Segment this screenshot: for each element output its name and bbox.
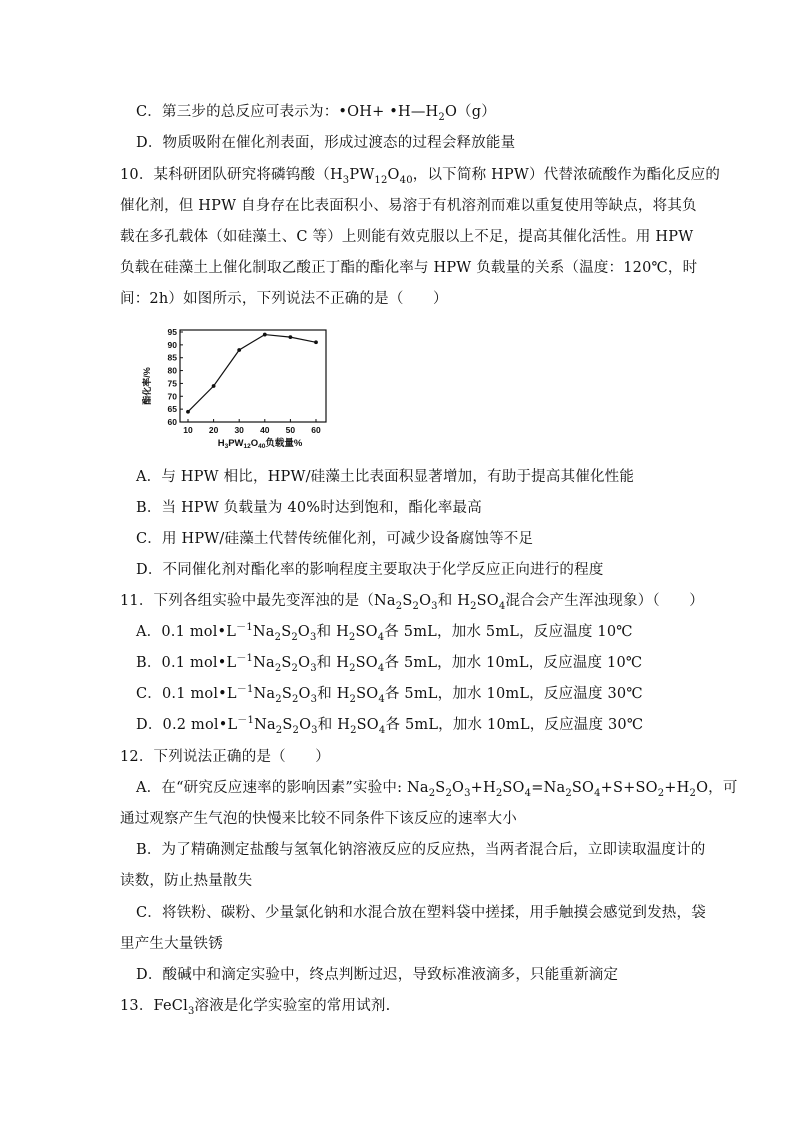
q10-stem-line4: 负载在硅藻土上催化制取乙酸正丁酯的酯化率与 HPW 负载量的关系（温度：120℃，时 bbox=[120, 260, 698, 276]
q10-stem-line1: 10．某科研团队研究将磷钨酸（$H_3PW_{12}O_{40}$，以下简称 HPW）代替浓硫酸作为酯化反应的 bbox=[120, 167, 721, 186]
q12-option-a-line2: 通过观察产生气泡的快慢来比较不同条件下该反应的速率大小 bbox=[120, 811, 517, 827]
y-tick-label: 75 bbox=[167, 378, 177, 389]
q11-option-c: C．0.1 $mol•L^{-1}Na_2S_2O_3$和 $H_2SO_4$各 5mL，加水 10mL，反应温度 30℃ bbox=[136, 684, 643, 705]
x-tick-label: 30 bbox=[234, 425, 244, 435]
q11-option-b: B．0.1 $mol•L^{-1}Na_2S_2O_3$和 $H_2SO_4$各 5mL，加水 10mL，反应温度 10℃ bbox=[136, 653, 643, 674]
data-point bbox=[212, 384, 216, 388]
q10-option-d: D．不同催化剂对酯化率的影响程度主要取决于化学反应正向进行的程度 bbox=[136, 562, 604, 578]
chart-frame bbox=[180, 330, 326, 422]
y-tick-label: 95 bbox=[167, 327, 177, 337]
q10-option-c: C．用 HPW/硅藻土代替传统催化剂，可减少设备腐蚀等不足 bbox=[136, 531, 534, 547]
data-point bbox=[289, 335, 293, 339]
x-tick-label: 60 bbox=[311, 425, 321, 435]
x-tick-label: 50 bbox=[285, 425, 296, 435]
q10-stem-line3: 载在多孔载体（如硅藻土、C 等）上则能有效克服以上不足，提高其催化活性。用 HPW bbox=[120, 229, 694, 245]
esterification-chart bbox=[140, 322, 340, 450]
q11-stem: 11．下列各组实验中最先变浑浊的是（$Na_2S_2O_3$和 $H_2SO_4$混合会产生浑浊现象）（ ） bbox=[120, 593, 704, 612]
q12-option-b-line1: B．为了精确测定盐酸与氢氧化钠溶液反应的反应热，当两者混合后，立即读取温度计的 bbox=[136, 842, 706, 858]
y-tick-label: 85 bbox=[167, 352, 177, 363]
data-point bbox=[314, 340, 318, 344]
q10-option-a: A．与 HPW 相比，HPW/硅藻土比表面积显著增加，有助于提高其催化性能 bbox=[136, 469, 635, 485]
q11-option-a: A．0.1 $mol•L^{-1}Na_2S_2O_3$和 $H_2SO_4$各 5mL，加水 5mL，反应温度 10℃ bbox=[136, 622, 633, 643]
x-tick-label: 10 bbox=[183, 425, 193, 435]
q11-option-d: D．0.2 $mol•L^{-1}Na_2S_2O_3$和 $H_2SO_4$各 5mL，加水 10mL，反应温度 30℃ bbox=[136, 715, 644, 736]
series-line bbox=[188, 335, 316, 412]
q12-option-c-line1: C．将铁粉、碳粉、少量氯化钠和水混合放在塑料袋中搓揉，用手触摸会感觉到发热，袋 bbox=[136, 905, 706, 921]
q9-option-d: D．物质吸附在催化剂表面，形成过渡态的过程会释放能量 bbox=[136, 135, 516, 151]
chart-xlabel: $H_3PW_{12}O_{40}$负载量% bbox=[217, 438, 303, 450]
y-tick-label: 80 bbox=[167, 365, 177, 376]
y-tick-label: 90 bbox=[167, 339, 177, 350]
q10-stem-line5: 间：2h）如图所示，下列说法不正确的是（ ） bbox=[120, 291, 448, 307]
data-point bbox=[186, 410, 190, 414]
q10-stem-line2: 催化剂，但 HPW 自身存在比表面积小、易溶于有机溶剂而难以重复使用等缺点，将其负 bbox=[120, 198, 697, 214]
x-tick-label: 20 bbox=[208, 425, 219, 435]
data-point bbox=[263, 333, 267, 337]
q12-option-d: D．酸碱中和滴定实验中，终点判断过迟，导致标准液滴多，只能重新滴定 bbox=[136, 967, 619, 983]
q12-option-c-line2: 里产生大量铁锈 bbox=[120, 936, 223, 952]
q13-stem: 13．FeCl$_3$溶液是化学实验室的常用试剂. bbox=[120, 998, 391, 1017]
q12-option-a-line1: A．在“研究反应速率的影响因素”实验中: $Na_2S_2O_3+H_2SO_4=Na_2SO_4+S+SO_2+H_2O$，可 bbox=[136, 780, 738, 799]
y-tick-label: 70 bbox=[167, 391, 177, 402]
q10-option-b: B．当 HPW 负载量为 40%时达到饱和，酯化率最高 bbox=[136, 500, 482, 516]
q9-option-c: C．第三步的总反应可表示为：•OH+ $•H—H_2O(g)$ bbox=[136, 104, 496, 123]
y-tick-label: 60 bbox=[167, 417, 177, 427]
chart-ylabel: 酯化率/% bbox=[142, 367, 152, 405]
y-tick-label: 65 bbox=[167, 404, 177, 415]
data-point bbox=[237, 348, 241, 352]
q12-option-b-line2: 读数，防止热量散失 bbox=[120, 873, 253, 889]
q12-stem: 12．下列说法正确的是（ ） bbox=[120, 749, 330, 765]
x-tick-label: 40 bbox=[260, 425, 270, 435]
